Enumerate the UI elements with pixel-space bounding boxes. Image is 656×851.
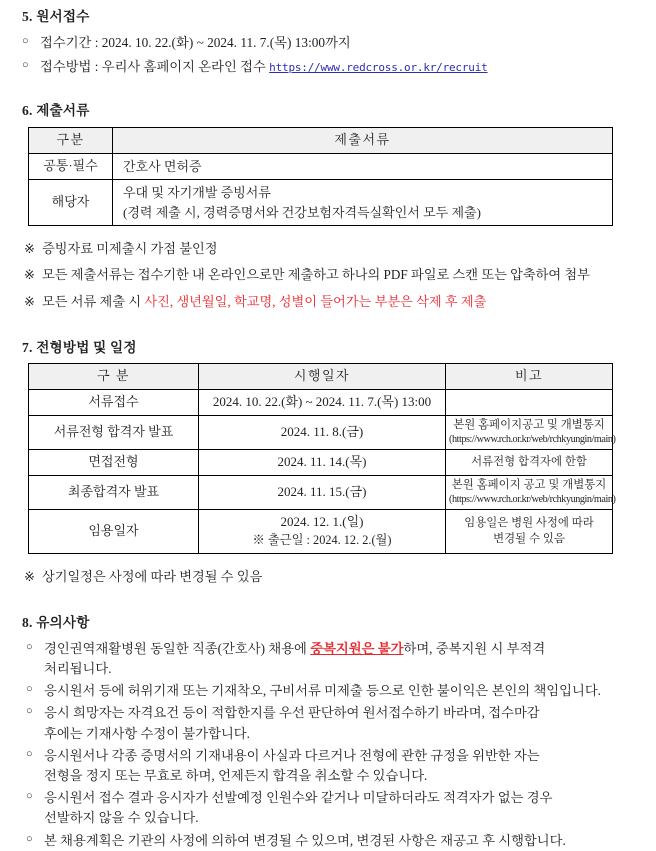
notice-item	[0, 681, 656, 701]
table-row	[29, 510, 613, 554]
notice-item	[0, 831, 656, 851]
applicable-line-1: 우대 및 자기개발 증빙서류	[123, 185, 271, 201]
col-header-documents: 제출서류	[113, 127, 613, 153]
notice-0-highlight: 중복지원은 불가	[310, 640, 404, 656]
documents-note-3-highlight: 사진, 생년월일, 학교명, 성별이 들어가는 부분은 삭제 후 제출	[144, 293, 487, 309]
col-header-step: 구 분	[29, 364, 199, 390]
notice-0-prefix: 경인권역재활병원 동일한 직종(간호사) 채용에	[44, 640, 311, 656]
table-row	[29, 416, 613, 450]
schedule-step-2: 면접전형	[29, 450, 199, 476]
section-heading-schedule: 7. 전형방법 및 일정	[22, 339, 137, 355]
documents-note-1	[0, 239, 656, 258]
notice-item	[0, 639, 656, 679]
table-row	[29, 390, 613, 416]
bullet-marker: ○	[22, 34, 29, 47]
application-url-link[interactable]: https://www.redcross.or.kr/recruit	[269, 60, 488, 74]
notice-4-text: 응시원서 접수 결과 응시자가 선발예정 인원수와 같거나 미달하더라도 적격자가 없는 경우	[44, 790, 553, 806]
bullet-marker: ○	[22, 58, 29, 71]
section-heading-documents: 6. 제출서류	[22, 103, 90, 119]
notice-5-text: 본 채용계획은 기관의 사정에 의하여 변경될 수 있으며, 변경된 사항은 재공고 후 시행합니다.	[44, 832, 566, 848]
table-row	[29, 153, 613, 180]
documents-note-1-text: 증빙자료 미제출시 가점 불인정	[42, 241, 218, 257]
applicable-line-2: (경력 제출 시, 경력증명서와 건강보험자격득실확인서 모두 제출)	[123, 204, 481, 220]
notice-2-cont: 후에는 기재사항 수정이 불가합니다.	[44, 725, 250, 741]
note-marker: ※	[24, 267, 36, 283]
schedule-table	[28, 363, 616, 554]
documents-note-2	[0, 265, 656, 284]
table-header-row	[29, 364, 613, 390]
application-period-line	[0, 33, 656, 52]
documents-note-3	[0, 292, 656, 311]
schedule-date-4-main: 2024. 12. 1.(일)	[280, 514, 364, 530]
notice-item	[0, 746, 656, 786]
note-marker: ※	[24, 293, 36, 309]
schedule-step-1: 서류전형 합격자 발표	[29, 416, 199, 450]
schedule-date-4	[199, 510, 446, 554]
section-application	[0, 7, 656, 76]
schedule-remark-3-url: (https://www.rch.or.kr/web/rchkyungin/main)	[449, 494, 616, 506]
schedule-remark-1	[446, 416, 616, 450]
notice-3-text: 응시원서나 각종 증명서의 기재내용이 사실과 다르거나 전형에 관한 규정을 위반한 자는	[44, 747, 540, 763]
schedule-date-2: 2024. 11. 14.(목)	[199, 450, 446, 476]
schedule-remark-4	[446, 510, 613, 554]
col-header-remark: 비고	[446, 364, 613, 390]
section-heading-application: 5. 원서접수	[22, 9, 90, 24]
schedule-note	[0, 567, 656, 586]
schedule-remark-3-text: 본원 홈페이지 공고 및 개별통지	[451, 479, 607, 492]
table-row	[29, 450, 613, 476]
schedule-remark-1-url: (https://www.rch.or.kr/web/rchkyungin/main)	[449, 434, 616, 446]
row-body-applicable	[113, 180, 613, 226]
application-method-value: 우리사 홈페이지 온라인 접수	[101, 58, 270, 74]
table-row	[29, 476, 613, 510]
schedule-remark-4-line2: 변경될 수 있음	[493, 532, 565, 545]
note-marker: ※	[24, 241, 36, 257]
notice-0-suffix: 하며, 중복지원 시 부적격	[403, 640, 546, 656]
notice-0-cont: 처리됩니다.	[44, 660, 112, 676]
table-row	[29, 180, 613, 226]
row-label-common-required: 공통·필수	[29, 153, 113, 180]
schedule-step-0: 서류접수	[29, 390, 199, 416]
notice-item	[0, 703, 656, 743]
documents-table	[28, 127, 613, 226]
schedule-note-text: 상기일정은 사정에 따라 변경될 수 있음	[42, 568, 263, 584]
schedule-remark-3	[446, 476, 616, 510]
notice-2-text: 응시 희망자는 자격요건 등이 적합한지를 우선 판단하여 원서접수하기 바라며, 접수마감	[44, 705, 540, 721]
table-header-row	[29, 127, 613, 153]
bullet-marker: ○	[26, 790, 33, 803]
schedule-remark-1-text: 본원 홈페이지공고 및 개별통지	[453, 419, 605, 432]
bullet-marker: ○	[26, 747, 33, 760]
schedule-date-3: 2024. 11. 15.(금)	[199, 476, 446, 510]
schedule-step-4: 임용일자	[29, 510, 199, 554]
bullet-marker: ○	[26, 832, 33, 845]
col-header-category: 구분	[29, 127, 113, 153]
application-method-line	[0, 57, 656, 76]
application-period-label: 접수기간 :	[40, 34, 102, 50]
section-documents	[0, 101, 656, 310]
section-schedule	[0, 338, 656, 586]
schedule-remark-4-line1: 임용일은 병원 사정에 따라	[464, 517, 594, 530]
schedule-date-0: 2024. 10. 22.(화) ~ 2024. 11. 7.(목) 13:00	[199, 390, 446, 416]
col-header-date: 시행일자	[199, 364, 446, 390]
schedule-date-4-sub: ※ 출근일 : 2024. 12. 2.(월)	[252, 533, 392, 548]
notice-3-cont: 전형을 정지 또는 무효로 하며, 언제든지 합격을 취소할 수 있습니다.	[44, 767, 428, 783]
notice-1-text: 응시원서 등에 허위기재 또는 기재착오, 구비서류 미제출 등으로 인한 불이익은 본인의 책임입니다.	[44, 683, 602, 699]
row-label-applicable: 해당자	[29, 180, 113, 226]
bullet-marker: ○	[26, 640, 33, 653]
notice-4-cont: 선발하지 않을 수 있습니다.	[44, 810, 199, 826]
schedule-remark-2: 서류전형 합격자에 한함	[446, 450, 613, 476]
schedule-remark-0	[446, 390, 613, 416]
bullet-marker: ○	[26, 705, 33, 718]
application-method-label: 접수방법 :	[40, 58, 102, 74]
row-body-common-required: 간호사 면허증	[113, 153, 613, 180]
section-notices	[0, 613, 656, 851]
section-heading-notices: 8. 유의사항	[22, 615, 90, 631]
schedule-date-1: 2024. 11. 8.(금)	[199, 416, 446, 450]
documents-note-3-prefix: 모든 서류 제출 시	[42, 293, 145, 309]
note-marker: ※	[24, 568, 36, 584]
bullet-marker: ○	[26, 683, 33, 696]
notice-item	[0, 788, 656, 828]
application-period-value: 2024. 10. 22.(화) ~ 2024. 11. 7.(목) 13:00까지	[101, 34, 351, 50]
schedule-step-3: 최종합격자 발표	[29, 476, 199, 510]
documents-note-2-text: 모든 제출서류는 접수기한 내 온라인으로만 제출하고 하나의 PDF 파일로 스캔 또는 압축하여 첨부	[42, 267, 590, 283]
